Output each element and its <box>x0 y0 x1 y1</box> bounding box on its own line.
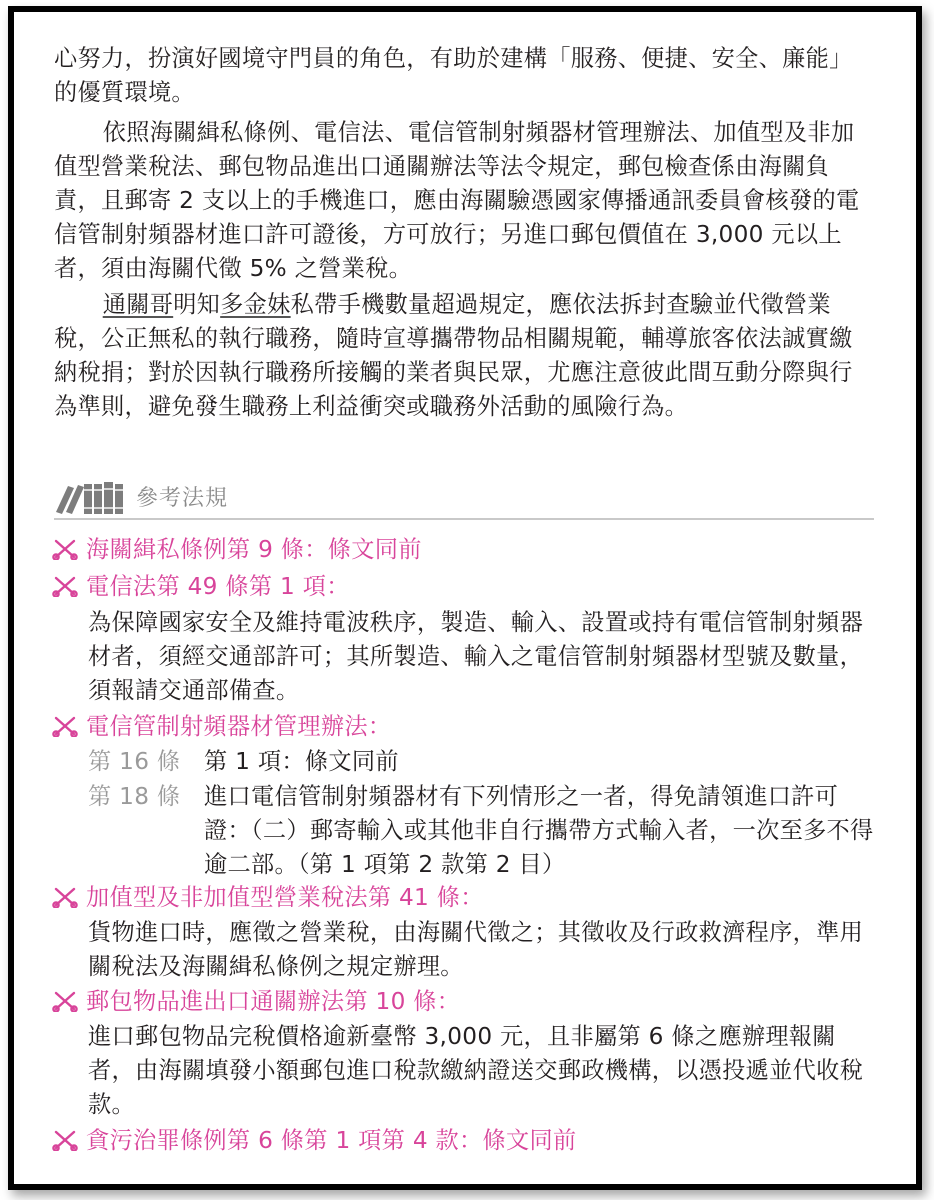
reference-item-5-text: 進口郵包物品完稅價格逾新臺幣 3,000 元，且非屬第 6 條之應辦理報關者，由海關填發小額郵包進口稅款繳納證送交郵政機構，以憑投遞並代收稅款。 <box>88 1023 864 1118</box>
paragraph-3-connector: 明知 <box>173 291 221 318</box>
reference-item-2-text: 為保障國家安全及維持電波秩序，製造、輸入、設置或持有電信管制射頻器材者，須經交通部許可；其所製造、輸入之電信管制射頻器材型號及數量，須報請交通部備查。 <box>88 609 864 704</box>
books-icon <box>54 480 124 514</box>
article-row <box>88 780 878 882</box>
reference-item-3-label: 電信管制射頻器材管理辦法： <box>86 713 392 740</box>
paragraph-2: 依照海關緝私條例、電信法、電信管制射頻器材管理辦法、加值型及非加值型營業稅法、郵包物品進出口通關辦法等法令規定，郵包檢查係由海關負責，且郵寄 2 支以上的手機進口，應由海關驗憑國家傳播通訊委員會核發的電信管制射頻器材進口許可證後，方可放行；另進口郵包價值在 3,000 元以上者，須由海關代徵 5% 之營業稅。 <box>54 119 860 282</box>
reference-item-6-title <box>52 1124 576 1158</box>
scissors-x-icon <box>52 538 78 560</box>
article-row <box>88 745 878 779</box>
scissors-x-icon <box>52 1129 78 1151</box>
references-header <box>54 478 874 520</box>
scissors-x-icon <box>52 886 78 908</box>
reference-item-5-title <box>52 985 460 1019</box>
reference-item-4-title <box>52 881 484 915</box>
article-label: 第 18 條 <box>88 783 181 810</box>
paragraph-3-body: 私帶手機數量超過規定，應依法拆封查驗並代徵營業稅，公正無私的執行職務，隨時宣導攜帶物品相關規範，輔導旅客依法誠實繳納稅捐；對於因執行職務所接觸的業者與民眾，尤應注意彼此間互動分際與行為準則，避免發生職務上利益衝突或職務外活動的風險行為。 <box>54 291 853 420</box>
reference-item-1-title <box>52 533 422 567</box>
paragraph-3 <box>54 288 876 424</box>
reference-item-4-text: 貨物進口時，應徵之營業稅，由海關代徵之；其徵收及行政救濟程序，準用關稅法及海關緝私條例之規定辦理。 <box>88 919 864 980</box>
reference-item-3-title <box>52 710 391 744</box>
scissors-x-icon <box>52 990 78 1012</box>
article-label: 第 16 條 <box>88 748 181 775</box>
reference-item-2-label: 電信法第 49 條第 1 項： <box>86 573 350 600</box>
reference-item-2-title <box>52 570 350 604</box>
reference-item-1-label: 海關緝私條例第 9 條：條文同前 <box>86 536 422 563</box>
reference-item-6-label: 貪污治罪條例第 6 條第 1 項第 4 款：條文同前 <box>86 1127 577 1154</box>
name-tongguange: 通關哥 <box>102 291 174 318</box>
article-text: 第 1 項：條文同前 <box>204 748 399 775</box>
paragraph-1: 心努力，扮演好國境守門員的角色，有助於建構「服務、便捷、安全、廉能」的優質環境。 <box>54 45 853 106</box>
article-text: 進口電信管制射頻器材有下列情形之一者，得免請領進口許可證：（二）郵寄輸入或其他非自行攜帶方式輸入者，一次至多不得逾二部。（第 1 項第 2 款第 2 目） <box>204 783 874 878</box>
reference-item-5-label: 郵包物品進出口通關辦法第 10 條： <box>86 988 461 1015</box>
reference-item-4-label: 加值型及非加值型營業稅法第 41 條： <box>86 884 484 911</box>
scissors-x-icon <box>52 715 78 737</box>
references-title: 參考法規 <box>136 486 229 511</box>
name-duojinmei: 多金妹 <box>220 291 291 318</box>
scissors-x-icon <box>52 575 78 597</box>
